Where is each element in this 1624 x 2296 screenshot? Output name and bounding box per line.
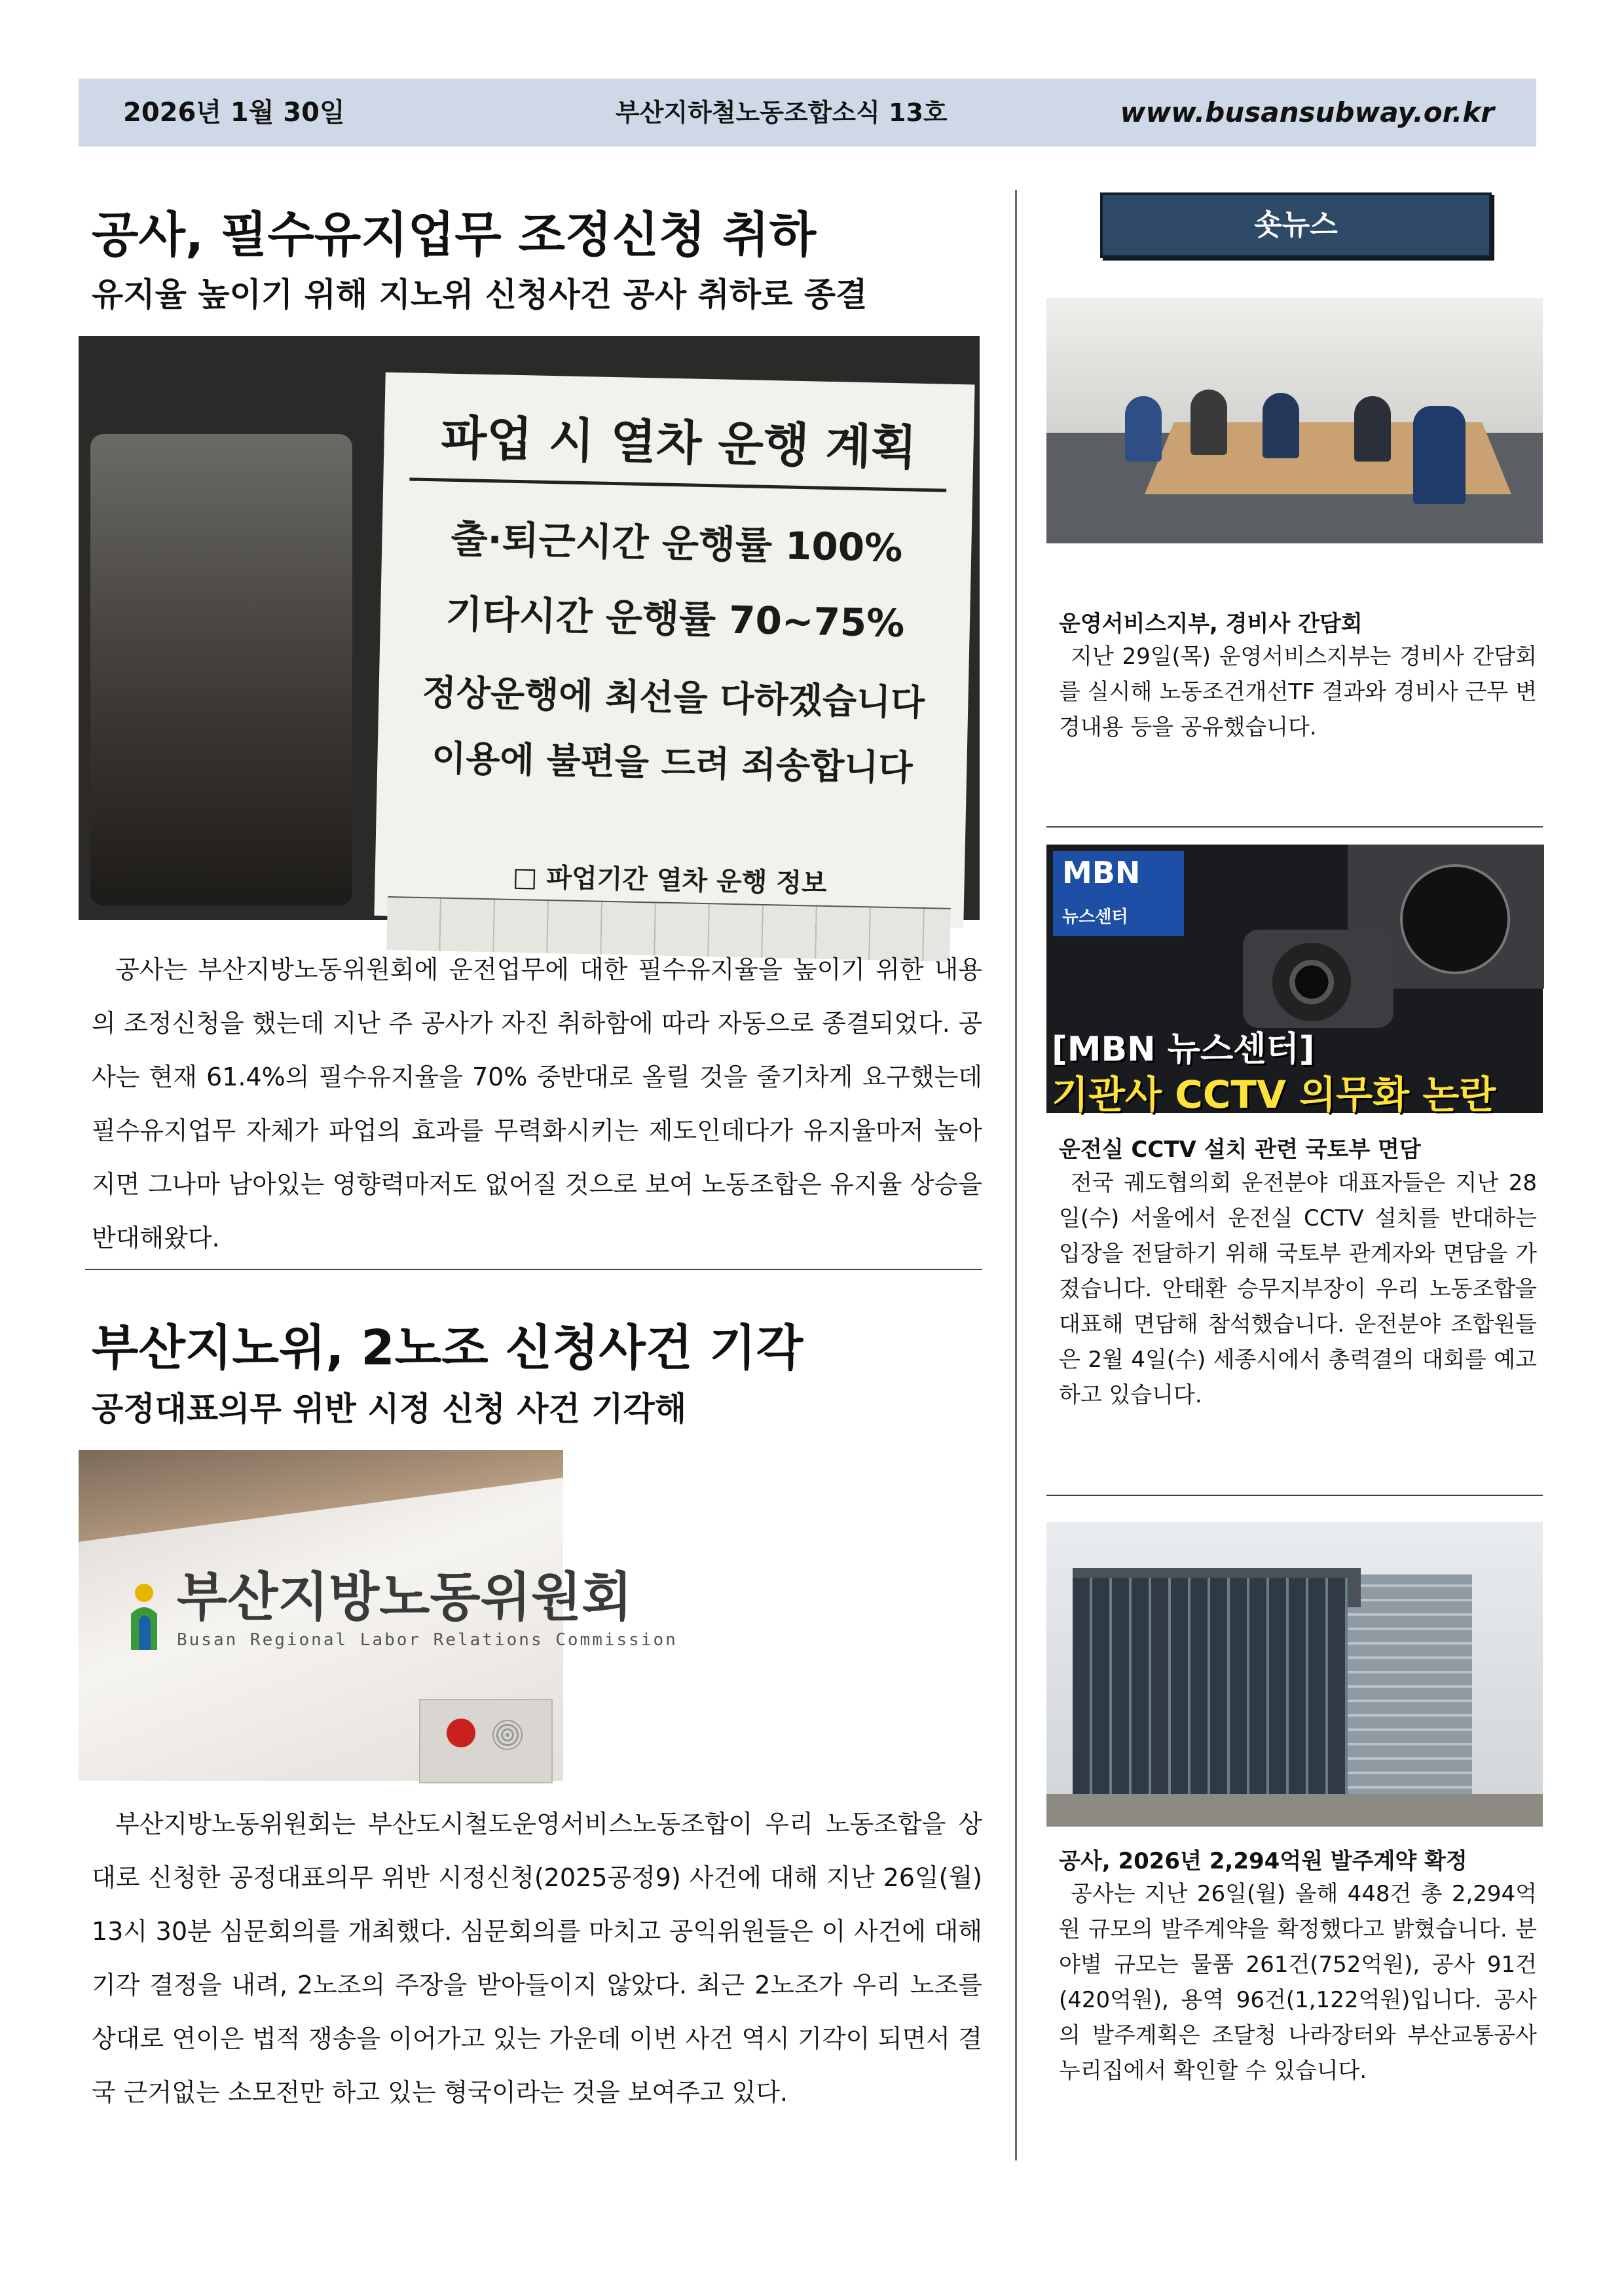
short-news-heading: 공사, 2026년 2,294억원 발주계약 확정 <box>1059 1848 1467 1874</box>
website-link[interactable]: www.busansubway.or.kr <box>1120 96 1494 128</box>
corporation-building-photo <box>1046 1522 1543 1827</box>
issue-title: 부산지하철노동조합소식 13호 <box>616 98 948 127</box>
article1-subtitle: 유지율 높이기 위해 지노위 신청사건 공사 취하로 종결 <box>92 276 868 314</box>
poster-heading: 파업 시 열차 운행 계획 <box>440 410 917 475</box>
alarm-button-icon <box>447 1719 475 1747</box>
poster-line: 출·퇴근시간 운행률 100% <box>450 516 903 571</box>
poster-table-title: □ 파업기간 열차 운행 정보 <box>512 862 828 899</box>
short-news-badge: 숏뉴스 <box>1100 192 1492 258</box>
commission-sign: 부산지방노동위원회 <box>177 1567 633 1628</box>
mbn-news-photo <box>1046 845 1543 1117</box>
article2-subtitle: 공정대표의무 위반 시정 신청 사건 기각해 <box>92 1390 687 1428</box>
strike-notice-poster <box>374 373 974 928</box>
poster-line: 기타시간 운행률 70~75% <box>445 591 905 646</box>
issue-date: 2026년 1월 30일 <box>123 98 345 128</box>
commission-logo-icon <box>124 1581 164 1653</box>
article1-body: 공사는 부산지방노동위원회에 운전업무에 대한 필수유지율을 높이기 위한 내용의 조정신청을 했는데 지난 주 공사가 자진 취하함에 따라 자동으로 종결되었다. 공사는 현재 61.4%의 필수유지율을 70% 중반대로 올릴 것을 줄기차게 요구했는데 필수유지업무 자체가 파업의 효과를 무력화시키는 제도인데다가 유지율마저 높아지면 그나마 남아있는 영향력마저도 없어질 것으로 보여 노동조합은 유지율 상승을 반대해왔다. <box>92 955 982 1252</box>
article2-body: 부산지방노동위원회는 부산도시철도운영서비스노동조합이 우리 노동조합을 상대로 신청한 공정대표의무 위반 시정신청(2025공정9) 사건에 대해 지난 26일(월) 13시 30분 심문회의를 개최했다. 심문회의를 마치고 공익위원들은 이 사건에 대해 기각 결정을 내려, 2노조의 주장을 받아들이지 않았다. 최근 2노조가 우리 노조를 상대로 연이은 법적 쟁송을 이어가고 있는 가운데 이번 사건 역시 기각이 되면서 결국 근거없는 소모전만 하고 있는 형국이라는 것을 보여주고 있다. <box>92 1810 982 2107</box>
fire-alarm-panel <box>419 1699 553 1783</box>
speaker-icon <box>492 1720 523 1750</box>
column-divider <box>1015 190 1017 2160</box>
newsletter-header <box>79 79 1536 147</box>
commission-sign-english: Busan Regional Labor Relations Commission <box>177 1630 678 1650</box>
short-news-heading: 운전실 CCTV 설치 관련 국토부 면담 <box>1059 1137 1421 1163</box>
strike-notice-photo <box>79 336 980 920</box>
short-news-body: 전국 궤도협의회 운전분야 대표자들은 지난 28일(수) 서울에서 운전실 CCTV 설치를 반대하는 입장을 전달하기 위해 국토부 관계자와 면담을 가졌습니다. 안태환 승무지부장이 우리 노동조합을 대표해 면담해 참석했습니다. 운전분야 조합원들은 2월 4일(수) 세종시에서 총력결의 대회를 예고하고 있습니다. <box>1059 1170 1537 1408</box>
short-news-body: 지난 29일(목) 운영서비스지부는 경비사 간담회를 실시해 노동조건개선TF 결과와 경비사 근무 변경내용 등을 공유했습니다. <box>1059 644 1537 740</box>
article-divider <box>85 1269 982 1270</box>
poster-line: 정상운행에 최선을 다하겠습니다 <box>421 671 926 724</box>
short-news-body: 공사는 지난 26일(월) 올해 448건 총 2,294억원 규모의 발주계약을 확정했다고 밝혔습니다. 분야별 규모는 물품 261건(752억원), 공사 91건(420억원), 용역 96건(1,122억원)입니다. 공사의 발주계획은 조달청 나라장터와 부산교통공사 누리집에서 확인할 수 있습니다. <box>1059 1881 1537 2084</box>
news-caption: [MBN 뉴스센터] <box>1052 1030 1315 1069</box>
poster-line: 이용에 불편을 드려 죄송합니다 <box>431 737 913 789</box>
labor-commission-photo <box>79 1450 678 1781</box>
article2-title: 부산지노위, 2노조 신청사건 기각 <box>92 1320 803 1376</box>
news-caption-headline: 기관사 CCTV 의무화 논란 <box>1052 1072 1496 1117</box>
short-news-heading: 운영서비스지부, 경비사 간담회 <box>1059 611 1363 637</box>
short-news-divider <box>1046 1495 1543 1496</box>
mbn-logo: MBN 뉴스센터 <box>1053 851 1184 936</box>
short-news-divider <box>1046 826 1543 828</box>
subway-window <box>90 434 352 905</box>
article1-title: 공사, 필수유지업무 조정신청 취하 <box>92 207 817 263</box>
meeting-photo <box>1046 298 1543 543</box>
